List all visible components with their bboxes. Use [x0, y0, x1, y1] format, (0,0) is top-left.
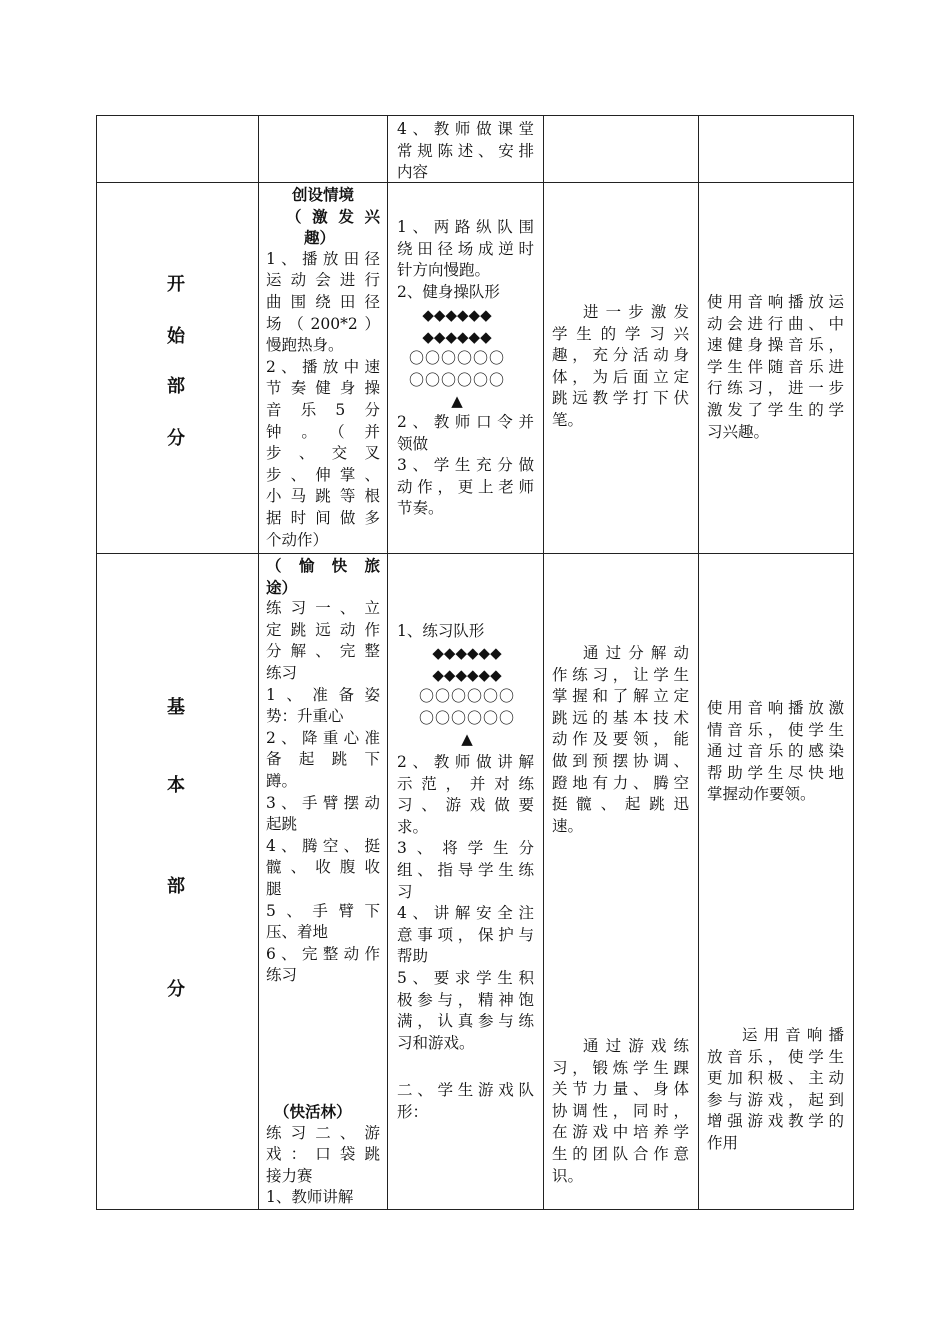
col-divider-3 — [543, 115, 544, 1210]
formation-row-diamonds: ◆◆◆◆◆◆ — [432, 665, 502, 684]
teacher-marker-icon: ▲ — [461, 730, 473, 748]
formation-row-circles: 〇〇〇〇〇〇 — [418, 708, 515, 727]
start-content: 创设情境 （激发兴 趣） 1、播放田径 运动会进行 曲围绕田径 场（200*2） 慢跑热身。 2、播放中速 节奏健身操 音乐5分 钟。（并 步、交叉 步、伸掌、 小马跳等根 据时间做多 个动作） — [266, 185, 380, 549]
start-media-usage: 使用音响播放运 动会进行曲、中 速健身操音乐， 学生伴随音乐进 行练习，进一步 激发了学生的学 习兴趣。 — [707, 293, 844, 441]
formation-row-diamonds: ◆◆◆◆◆◆ — [422, 306, 492, 324]
basic-organization-steps: 2、教师做讲解 示范，并对练 习、游戏做要 求。 3、将学生分 组、指导学生练 习 4、讲解安全注 意事项，保护与 帮助 5、要求学生积 极参与，精神饱 满，认真参与练 习和游戏。 — [397, 753, 534, 1052]
start-theme-title: 创设情境 — [291, 185, 354, 204]
basic-theme-1: （愉快旅 — [266, 556, 380, 575]
formation-row-diamonds: ◆◆◆◆◆◆ — [432, 644, 502, 662]
formation-row-circles: 〇〇〇〇〇〇 — [418, 687, 515, 705]
formation-row-circles: 〇〇〇〇〇〇 — [408, 349, 505, 367]
basic-media-usage-1: 使用音响播放激 情音乐，使学生 通过音乐的感染 帮助学生尽快地 掌握动作要领。 — [707, 699, 844, 804]
col-divider-4 — [698, 115, 699, 1210]
col-divider-2 — [387, 115, 388, 1210]
basic-media-usage-2: 运用音响播 放音乐，使学生 更加积极、主动 参与游戏，起到 增强游戏教学的 作用 — [707, 1026, 844, 1152]
start-formation-diagram — [396, 305, 518, 411]
basic-game-formation-label: 二、学生游戏队 形： — [397, 1081, 534, 1121]
basic-theme-2: （快活林） — [274, 1102, 352, 1121]
col-divider-5 — [853, 115, 854, 1210]
lesson-plan-table: 4、教师做课堂 常规陈述、安排 内容 开 始 部 分 创设情境 （激发兴 趣） 1、播放田径 运动会进行 曲围绕田径 场（200*2） 慢跑热身。 2、播放中速 节奏健身操 音乐5分 钟。（并 步、交叉 步、伸掌、 小马跳等根 据时间做多 个动作） 1、两路纵队围 绕田径场成逆时 针方向慢跑。 2、健身操队形 ◆◆◆◆◆◆ ◆◆◆◆◆◆ 〇〇〇〇〇〇 〇〇〇〇〇〇 ▲ 2、教师口令并 领做 3、学生充分做 动作，更上老师 节奏。 进一步激发 学生的学习兴 趣，充分活动身 体，为后面立定 跳远教学打下伏 笔。 使用音响播放运 动会进行曲、中 速健身操音乐， 学生伴随音乐进 行练习，进一步 激发了学生的学 习兴趣。 基 本 部 分 （愉快旅 途） 练习一、立 定跳远动作 分解、完整 练习 1、准备姿 势：升重心 2、降重心准 备起跳下 蹲。 3、手臂摆动 起跳 4、腾空、挺 髋、收腹收 腿 5、手臂下 压、着地 6、完整动作 练习 （快活林） 练习二、游 戏：口袋跳 接力赛 1、教师讲解 1、练习队形 ◆◆◆◆◆◆ ◆◆◆◆◆◆ 〇〇〇〇〇〇 〇〇〇〇〇〇 ▲ 2、教师做讲解 示范，并对练 习、游戏做要 求。 3、将学生分 组、指导学生练 习 4、讲解安全注 意事项，保护与 帮助 5、要求学生积 极参与，精神饱 满，认真参与练 习和游戏。 二、学生游戏队 形： 通过分解动 作练习，让学生 掌握和了解立定 跳远的基本技术 动作及要领，能 做到预摆协调、 蹬地有力、腾空 挺髋、起跳迅 速。 通过游戏练 习，锻炼学生踝 关节力量、身体 协调性，同时， 在游戏中培养学 生的团队合作意 识。 使用音响播放激 情音乐，使学生 通过音乐的感染 帮助学生尽快地 掌握动作要领。 运用音响播 放音乐，使学生 更加积极、主动 参与游戏，起到 增强游戏教学的 作用 — [96, 115, 854, 1210]
basic-design-intent-2: 通过游戏练 习，锻炼学生踝 关节力量、身体 协调性，同时， 在游戏中培养学 生的团队合作意 识。 — [552, 1037, 689, 1185]
teacher-marker-icon: ▲ — [451, 392, 463, 410]
col-divider-0 — [96, 115, 97, 1210]
start-organization: 1、两路纵队围 绕田径场成逆时 针方向慢跑。 2、健身操队形 — [397, 218, 534, 301]
table-border-top — [96, 115, 854, 116]
start-organization-steps: 2、教师口令并 领做 3、学生充分做 动作，更上老师 节奏。 — [397, 413, 534, 518]
formation-row-circles: 〇〇〇〇〇〇 — [408, 370, 505, 389]
formation-row-diamonds: ◆◆◆◆◆◆ — [422, 327, 492, 346]
row0-organization-text: 4、教师做课堂 常规陈述、安排 内容 — [397, 120, 534, 182]
basic-design-intent-1: 通过分解动 作练习，让学生 掌握和了解立定 跳远的基本技术 动作及要领，能 做到预摆协调、 蹬地有力、腾空 挺髋、起跳迅 速。 — [552, 644, 689, 835]
basic-content-exercise-2: （快活林） 练习二、游 戏：口袋跳 接力赛 1、教师讲解 — [266, 1102, 380, 1207]
table-border-bottom — [96, 1209, 854, 1210]
basic-organization-title: 1、练习队形 — [397, 622, 485, 640]
basic-content-exercise-1: （愉快旅 途） 练习一、立 定跳远动作 分解、完整 练习 1、准备姿 势：升重心 2、降重心准 备起跳下 蹲。 3、手臂摆动 起跳 4、腾空、挺 髋、收腹收 腿 5、手臂下 压、着地 6、完整动作 练习 — [266, 556, 380, 985]
col-divider-1 — [258, 115, 259, 1210]
basic-formation-diagram — [406, 643, 528, 749]
start-design-intent: 进一步激发 学生的学习兴 趣，充分活动身 体，为后面立定 跳远教学打下伏 笔。 — [552, 303, 689, 429]
row-divider-2 — [96, 553, 854, 554]
